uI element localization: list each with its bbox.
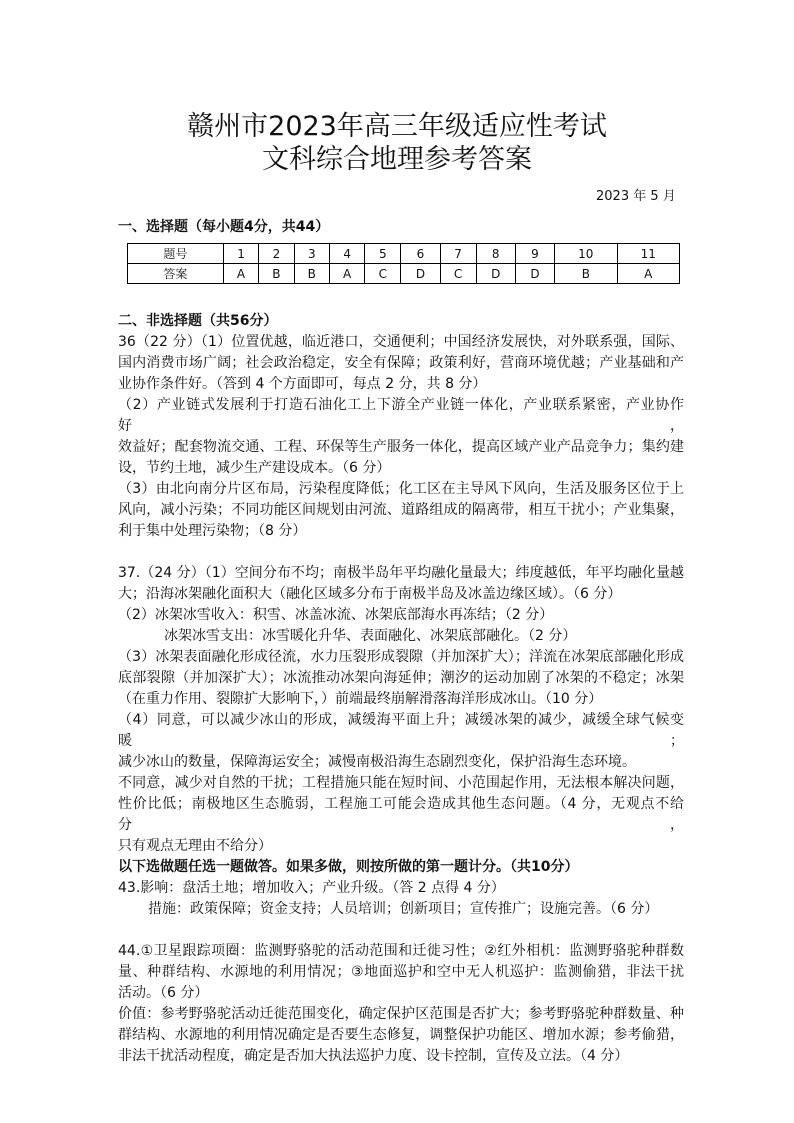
question-36-answer: [118, 332, 684, 542]
section1-heading: 一、选择题（每小题4分，共44）: [118, 219, 330, 235]
answer-line: 价值：参考野骆驼活动迁徙范围变化，确定保护区范围是否扩大；参考野骆驼种群数量、种: [118, 1006, 684, 1022]
question-number-cell: 9: [515, 244, 554, 264]
answer-cell: B: [259, 264, 294, 284]
answer-cell: D: [515, 264, 554, 284]
elective-heading: 以下选做题任选一题做答。如果多做，则按所做的第一题计分。（共10分）: [118, 859, 579, 875]
document-date: 2023 年 5 月: [596, 189, 676, 204]
question-44-answer: [118, 941, 684, 1067]
answer-line: 36（22 分）（1）位置优越，临近港口，交通便利；中国经济发展快，对外联系强，国际、: [118, 334, 684, 350]
answer-line: 活动。（6 分）: [118, 985, 209, 1001]
question-number-cell: 8: [476, 244, 515, 264]
document-subtitle: 文科综合地理参考答案: [262, 144, 532, 175]
answer-line: （2）产业链式发展利于打造石油化工上下游全产业链一体化，产业联系紧密，产业协作好，: [118, 397, 684, 434]
answer-row: [128, 264, 680, 284]
answer-line: 非法干扰活动程度，确定是否加大执法巡护力度、设卡控制，宣传及立法。（4 分）: [118, 1048, 629, 1064]
row-label: 答案: [128, 264, 224, 284]
question-number-cell: 10: [555, 244, 617, 264]
question-number-row: [128, 244, 680, 264]
answer-line: 减少冰山的数量，保障海运安全；减慢南极沿海生态剧烈变化，保护沿海生态环境。: [118, 754, 636, 770]
answer-line: 效益好；配套物流交通、工程、环保等生产服务一体化，提高区域产业产品竞争力；集约建: [118, 439, 684, 455]
answer-line: （3）由北向南分片区布局，污染程度降低；化工区在主导风下风向，生活及服务区位于上: [118, 481, 684, 497]
answer-line: 风向，减小污染；不同功能区间规划由河流、道路组成的隔离带，相互干扰小；产业集聚，: [118, 502, 684, 518]
answer-line: 不同意，减少对自然的干扰；工程措施只能在短时间、小范围起作用，无法根本解决问题，: [118, 775, 684, 791]
answer-line: 群结构、水源地的利用情况确定是否要生态修复，调整保护功能区、增加水源；参考偷猎，: [118, 1027, 684, 1043]
answer-line: 利于集中处理污染物；（8 分）: [118, 523, 307, 539]
answer-cell: A: [617, 264, 679, 284]
answer-line: （4）同意，可以减少冰山的形成，减缓海平面上升；减缓冰架的减少，减缓全球气候变暖；: [118, 712, 684, 749]
answer-cell: B: [294, 264, 329, 284]
answer-line: （在重力作用、裂隙扩大影响下，）前端最终崩解滑落海洋形成冰山。（10 分）: [118, 691, 603, 707]
question-37-answer: [118, 563, 684, 857]
answer-line: 性价比低；南极地区生态脆弱，工程施工可能会造成其他生态问题。（4 分，无观点不给分，: [118, 796, 684, 833]
answer-cell: B: [555, 264, 617, 284]
document-title: 赣州市2023年高三年级适应性考试: [187, 111, 607, 142]
question-number-cell: 3: [294, 244, 329, 264]
answer-cell: D: [401, 264, 440, 284]
answer-cell: D: [476, 264, 515, 284]
question-number-cell: 5: [365, 244, 401, 264]
answer-line: 冰架冰雪支出：冰雪暖化升华、表面融化、冰架底部融化。（2 分）: [164, 628, 577, 644]
section2-heading: 二、非选择题（共56分）: [118, 313, 278, 329]
answer-line: 37.（24 分）（1）空间分布不均；南极半岛年平均融化量最大；纬度越低，年平均融化量越: [118, 565, 684, 581]
question-number-cell: 2: [259, 244, 294, 264]
question-43-answer: [118, 878, 684, 920]
answer-cell: A: [329, 264, 364, 284]
question-number-cell: 1: [223, 244, 258, 264]
answer-line: 只有观点无理由不给分）: [118, 838, 272, 854]
question-number-cell: 4: [329, 244, 364, 264]
answer-line: 业协作条件好。（答到 4 个方面即可，每点 2 分，共 8 分）: [118, 376, 487, 392]
answer-line: 量、种群结构、水源地的利用情况；③地面巡护和空中无人机巡护：监测偷猎，非法干扰: [118, 964, 684, 980]
section2: [118, 311, 684, 1067]
answer-cell: C: [365, 264, 401, 284]
row-label: 题号: [128, 244, 224, 264]
answer-line: 措施：政策保障；资金支持；人员培训；创新项目；宣传推广；设施完善。（6 分）: [148, 901, 659, 917]
answer-line: （3）冰架表面融化形成径流，水力压裂形成裂隙（并加深扩大）；洋流在冰架底部融化形成: [118, 649, 684, 665]
question-number-cell: 6: [401, 244, 440, 264]
answer-table: [127, 243, 680, 284]
answer-line: 底部裂隙（并加深扩大）；冰流推动冰架向海延伸；潮汐的运动加剧了冰架的不稳定；冰架: [118, 670, 684, 686]
answer-line: 设，节约土地，减少生产建设成本。（6 分）: [118, 460, 391, 476]
question-number-cell: 11: [617, 244, 679, 264]
answer-line: 国内消费市场广阔；社会政治稳定，安全有保障；政策利好，营商环境优越；产业基础和产: [118, 355, 684, 371]
answer-line: 大；沿海冰架融化面积大（融化区域多分布于南极半岛及冰盖边缘区域）。（6 分）: [118, 586, 622, 602]
answer-cell: A: [223, 264, 258, 284]
answer-line: （2）冰架冰雪收入：积雪、冰盖冰流、冰架底部海水再冻结；（2 分）: [118, 607, 554, 623]
answer-cell: C: [440, 264, 476, 284]
answer-line: 44.①卫星跟踪项圈：监测野骆驼的活动范围和迁徙习性；②红外相机：监测野骆驼种群数: [118, 943, 684, 959]
answer-line: 43.影响：盘活土地；增加收入；产业升级。（答 2 点得 4 分）: [118, 880, 505, 896]
question-number-cell: 7: [440, 244, 476, 264]
